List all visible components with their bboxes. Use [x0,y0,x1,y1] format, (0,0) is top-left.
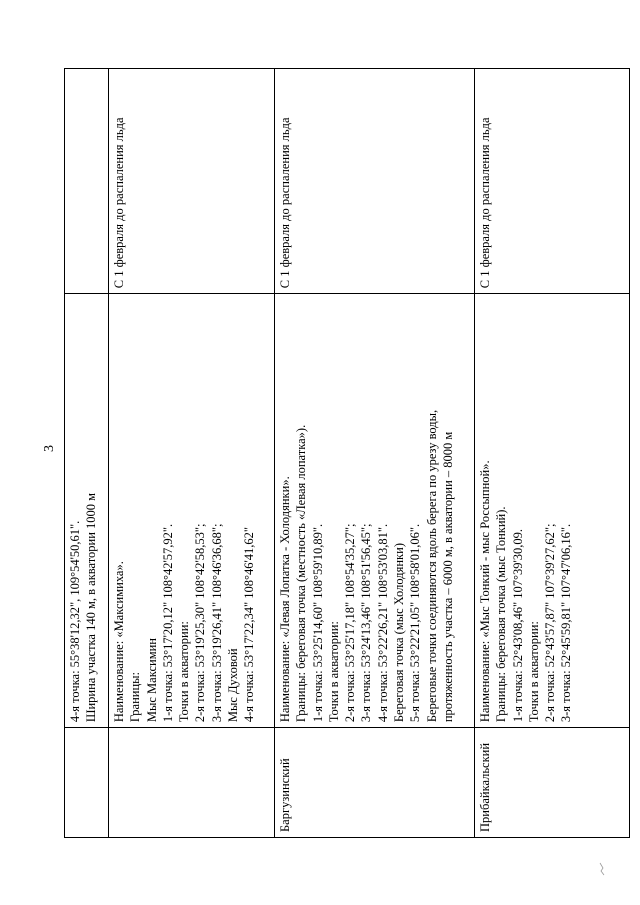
district-cell [65,728,109,838]
description-line: 4-я точка: 53°17'22,34" 108°46'41,62" [242,526,257,723]
period-cell [65,69,109,294]
description-line: 3-я точка: 53°19'26,41" 108°46'36,68"; [209,523,224,723]
period-cell: С 1 февраля до распаления льда [475,69,630,294]
description-line: Границы: береговая точка (мыс Тонкий). [494,506,509,723]
description-line: протяженность участка – 6000 м, в акватории – 8000 м [440,431,455,723]
area-description-cell [475,294,630,728]
area-description-cell [65,294,109,728]
page-number: 3 [42,445,57,452]
rotated-page-content [64,68,630,838]
description-line: 3-я точка: 52°45'59,81" 107°47'06,16". [559,523,574,723]
description-line: Береговые точки соединяются вдоль берега по урезу воды, [424,409,439,723]
description-line: Береговая точка (мыс Холодянки) [392,543,407,723]
description-line: 2-я точка: 53°19'25,30" 108°42'58,53"; [193,523,208,723]
description-line: Наименование: «Максимиха». [112,561,126,723]
description-line: Наименование: «Мыс Тонкий - мыс Россыпной». [478,460,492,723]
description-line: 5-я точка: 53°22'21,05" 108°58'01,06". [408,523,423,723]
area-description-cell [109,294,275,728]
period-cell: С 1 февраля до распаления льда [275,69,475,294]
table-row [475,69,630,838]
description-line: Наименование: «Левая Лопатка - Холодянки». [278,476,292,723]
description-line: Мыс Максимин [144,638,159,723]
description-line: 1-я точка: 53°25'14,60" 108°59'10,89". [310,523,325,723]
table-row [275,69,475,838]
period-cell: С 1 февраля до распаления льда [109,69,275,294]
description-line: 1-я точка: 52°43'08,46" 107°39'30,09. [510,528,525,723]
description-line: 1-я точка: 53°17'20,12" 108°42'57,92". [160,523,175,723]
description-line: Точки в акватории: [526,621,541,723]
table-row [65,69,109,838]
description-line: 4-я точка: 55°38'12,32", 109°54'50,61". [68,520,82,723]
description-line: Границы: береговая точка (местность «Левая лопатка»). [294,424,309,723]
description-line: Точки в акватории: [326,621,341,723]
description-line: Границы: [128,671,143,723]
district-cell: Баргузинский [275,728,475,838]
description-line: Мыс Духовой [226,648,241,723]
description-line: Точки в акватории: [177,621,192,723]
regulation-table [64,68,630,838]
table-row [109,69,275,838]
district-cell: Прибайкальский [475,728,630,838]
description-line: 4-я точка: 53°22'26,21" 108°53'03,81". [375,523,390,723]
area-description-cell [275,294,475,728]
description-line: Ширина участка 140 м, в акватории 1000 м [84,492,99,723]
scan-mark [598,862,608,876]
description-line: 2-я точка: 53°25'17,18" 108°54'35,27"; [343,523,358,723]
description-line: 3-я точка: 53°24'13,46" 108°51'56,45"; [359,523,374,723]
description-line: 2-я точка: 52°43'57,87" 107°39'27,62"; [543,523,558,723]
district-cell [109,728,275,838]
